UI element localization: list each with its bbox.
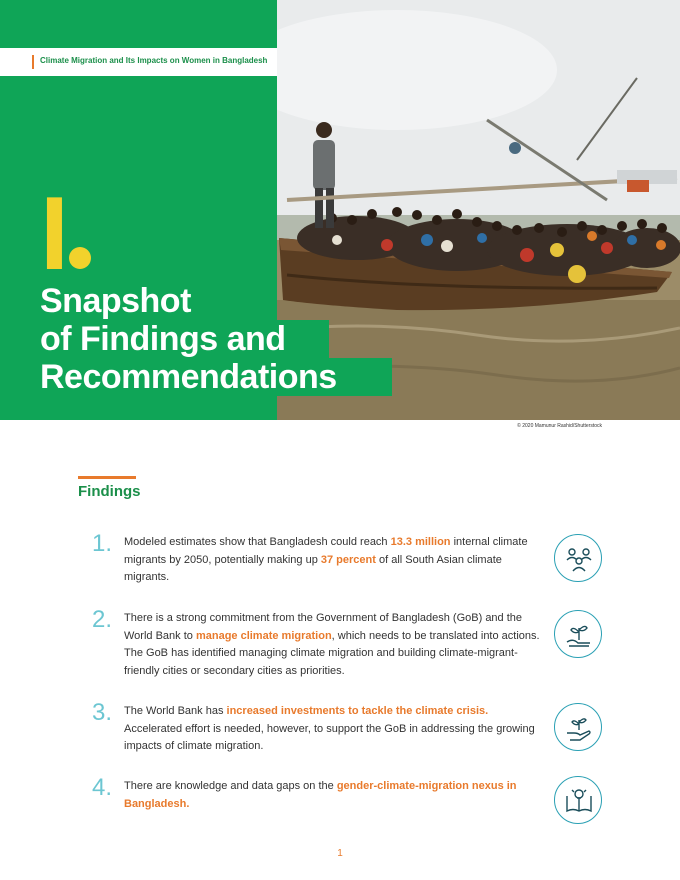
chapter-title-line-3: Recommendations xyxy=(40,358,337,396)
finding-number: 2. xyxy=(92,606,113,633)
finding-text: Modeled estimates show that Bangladesh could reach 13.3 million internal climate migrants by 2050, potentially making up 37 percent of all South Asian climate migrants. xyxy=(124,536,528,583)
numeral-dot xyxy=(69,247,91,269)
finding-number: 3. xyxy=(92,699,113,726)
chapter-title-line-2: of Findings and xyxy=(40,320,286,358)
finding-text: There are knowledge and data gaps on the gender-climate-migration nexus in Bangladesh. xyxy=(124,780,517,810)
highlight: 13.3 million xyxy=(390,536,451,548)
book-lightbulb-icon xyxy=(554,776,602,824)
finding-text: There is a strong commitment from the Government of Bangladesh (GoB) and the World Bank to manage climate migration, which needs to be translated into actions. The GoB has identified managing climate migration and building climate-migrant-friendly cities or secondary cities as priorities. xyxy=(124,612,540,677)
highlight: increased investments to tackle the climate crisis. xyxy=(226,705,489,717)
chapter-numeral: I xyxy=(40,182,91,286)
highlight: manage climate migration xyxy=(195,629,332,642)
page-number: 1 xyxy=(337,848,343,859)
highlight: gender-climate-migration nexus in Bangladesh. xyxy=(124,780,517,810)
cover-photo-boat xyxy=(277,0,680,420)
finding-text: The World Bank has increased investments to tackle the climate crisis. Accelerated effort is needed, however, to support the GoB in addressing the growing impacts of climate migration. xyxy=(124,705,535,752)
chapter-title-line-1: Snapshot xyxy=(40,282,191,320)
hand-seedling-icon xyxy=(554,703,602,751)
photo-credit: © 2020 Mamunur Rashid/Shutterstock xyxy=(517,423,602,429)
people-group-icon xyxy=(554,534,602,582)
findings-heading-rule xyxy=(78,476,136,479)
header-accent-bar xyxy=(32,55,34,69)
findings-heading: Findings xyxy=(78,483,141,500)
highlight: 37 percent xyxy=(320,553,376,566)
finding-number: 4. xyxy=(92,774,113,801)
report-title: Climate Migration and Its Impacts on Women in Bangladesh xyxy=(40,56,268,65)
finding-number: 1. xyxy=(92,530,113,557)
hands-plant-icon xyxy=(554,610,602,658)
report-header-tag xyxy=(0,48,277,76)
